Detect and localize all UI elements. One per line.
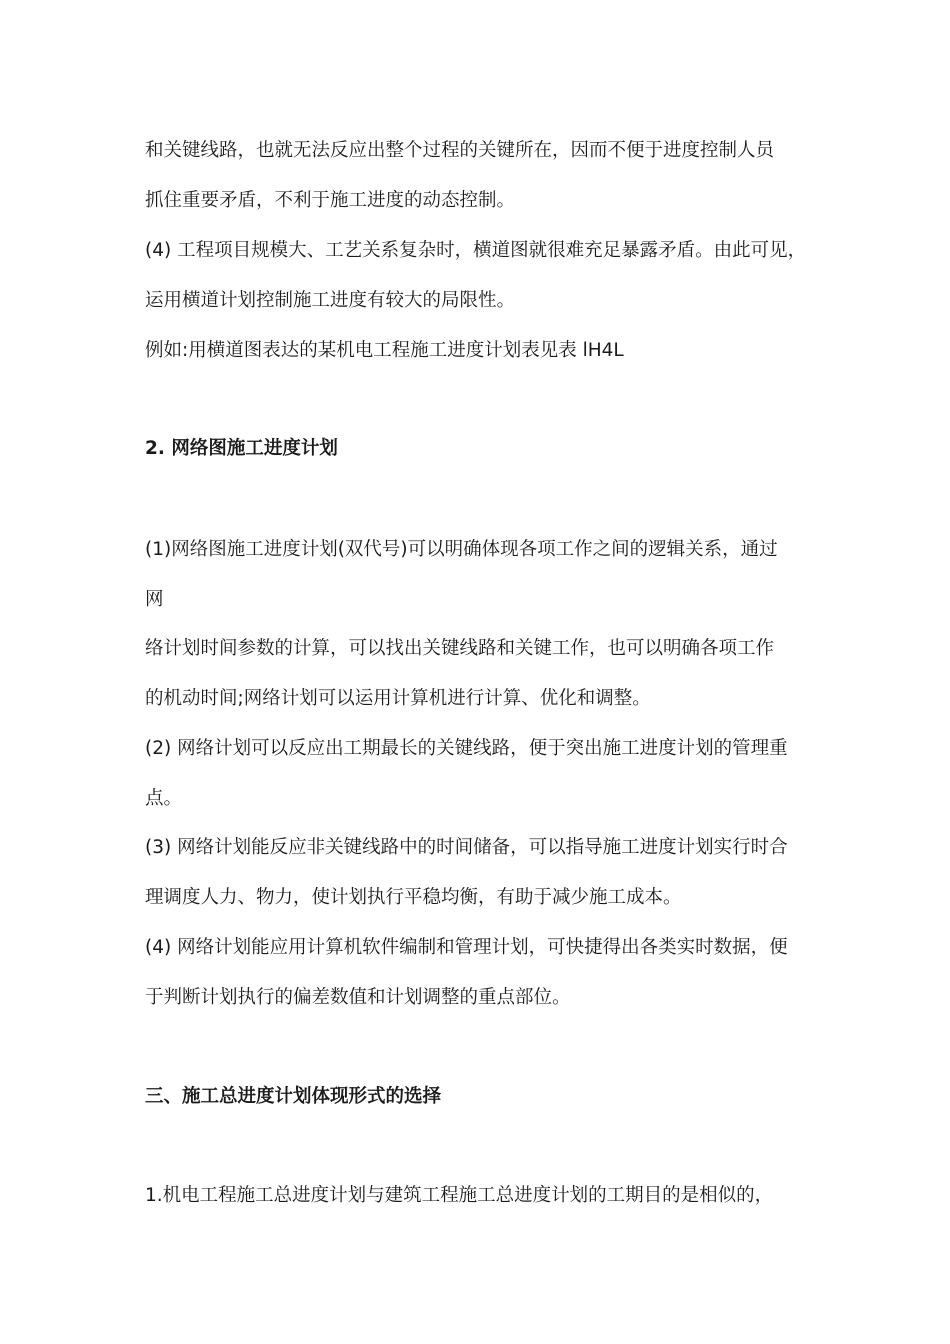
paragraph-line: 于判断计划执行的偏差数值和计划调整的重点部位。 <box>145 987 571 1008</box>
paragraph-line: (3) 网络计划能反应非关键线路中的时间储备，可以指导施工进度计划实行时合 <box>145 837 788 858</box>
paragraph-line: 网 <box>145 589 164 610</box>
paragraph-line: (2) 网络计划可以反应出工期最长的关键线路，便于突出施工进度计划的管理重 <box>145 738 788 759</box>
paragraph-line: 点。 <box>145 788 183 809</box>
paragraph-line: 络计划时间参数的计算，可以找出关键线路和关键工作，也可以明确各项工作 <box>145 638 775 659</box>
paragraph-line: 例如:用横道图表达的某机电工程施工进度计划表见表 lH4L <box>145 340 624 361</box>
paragraph-line: (1)网络图施工进度计划(双代号)可以明确体现各项工作之间的逻辑关系，通过 <box>145 539 778 560</box>
paragraph-line: 运用横道计划控制施工进度有较大的局限性。 <box>145 290 516 311</box>
paragraph-line: 1.机电工程施工总进度计划与建筑工程施工总进度计划的工期目的是相似的， <box>145 1185 774 1206</box>
paragraph-line: (4) 网络计划能应用计算机软件编制和管理计划，可快捷得出各类实时数据，便 <box>145 937 788 958</box>
section-heading: 2. 网络图施工进度计划 <box>145 438 338 459</box>
paragraph-line: 理调度人力、物力，使计划执行平稳均衡，有助于减少施工成本。 <box>145 887 682 908</box>
paragraph-line: 和关键线路，也就无法反应出整个过程的关键所在，因而不便于进度控制人员 <box>145 140 775 161</box>
paragraph-line: 抓住重要矛盾，不利于施工进度的动态控制。 <box>145 190 516 211</box>
paragraph-line: (4) 工程项目规模大、工艺关系复杂时，横道图就很难充足暴露矛盾。由此可见， <box>145 240 807 261</box>
section-heading: 三、施工总进度计划体现形式的选择 <box>145 1086 442 1107</box>
paragraph-line: 的机动时间;网络计划可以运用计算机进行计算、优化和调整。 <box>145 688 651 709</box>
